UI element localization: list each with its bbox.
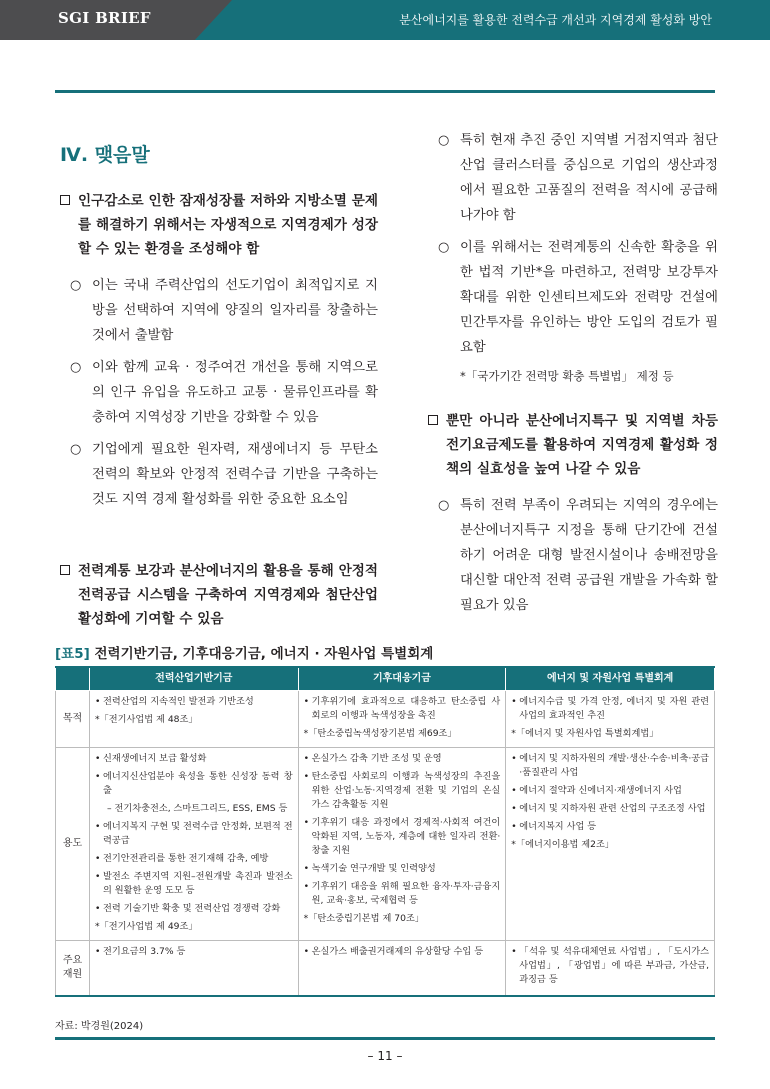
table-cell — [89, 691, 298, 748]
table-cell — [89, 941, 298, 997]
top-divider — [55, 90, 715, 93]
table-label: [표5] — [55, 646, 90, 662]
square-box-icon — [60, 195, 70, 205]
cell-bullet-item — [304, 752, 501, 766]
table-row — [56, 748, 715, 941]
cell-bullet-text: 에너지복지 사업 등 — [519, 821, 597, 832]
circle-bullet-icon: ○ — [70, 278, 82, 293]
bullet-dot-icon: • — [511, 946, 517, 957]
cell-bullet-text: 에너지 및 지하자원의 개발·생산·수송·비축·공급·품질관리 사업 — [519, 753, 709, 778]
table-header-cell: 전력산업기반기금 — [89, 667, 298, 691]
footnote: *「국가기간 전력망 확충 특별법」 제정 등 — [460, 369, 674, 383]
bullet-dot-icon: • — [303, 946, 310, 957]
bullet-dot-icon: • — [511, 821, 517, 832]
cell-bullet-item — [304, 862, 501, 876]
bullet-dot-icon: • — [94, 753, 101, 764]
bullet-dot-icon: • — [94, 903, 101, 914]
bullet-dot-icon: • — [94, 696, 101, 707]
cell-bullet-item — [95, 770, 293, 798]
bottom-divider — [55, 1037, 715, 1040]
page-header — [0, 0, 770, 40]
circle-bullet-icon: ○ — [70, 360, 82, 375]
list-item-text: 이를 위해서는 전력계통의 신속한 확충을 위한 법적 기반*을 마련하고, 전력망 보강투자 확대를 위한 인센티브제도와 전력망 건설에 민간투자를 유인하는 방안 도입의 검토가 필요함 — [460, 240, 718, 355]
cell-bullet-text: 에너지수급 및 가격 안정, 에너지 및 자원 관련 사업의 효과적인 추진 — [519, 696, 709, 721]
cell-bullet-text: 전기요금의 3.7% 등 — [102, 946, 186, 957]
cell-bullet-text: 전기안전관리를 통한 전기재해 감축, 예방 — [102, 853, 269, 864]
cell-bullet-item — [511, 802, 709, 816]
table-cell — [298, 748, 506, 941]
table-header-row — [56, 667, 715, 691]
page-number: – 11 – — [367, 1049, 403, 1063]
cell-bullet-text: 발전소 주변지역 지원–전원개발 촉진과 발전소의 원활한 운영 도모 등 — [102, 871, 293, 896]
bullet-dot-icon: • — [303, 771, 310, 782]
cell-bullet-text: 전력산업의 지속적인 발전과 기반조성 — [102, 696, 254, 707]
cell-bullet-item — [511, 784, 709, 798]
cell-bullet-item — [95, 902, 293, 916]
cell-bullet-item — [95, 695, 293, 709]
list-item-text: 특히 현재 추진 중인 지역별 거점지역과 첨단산업 클러스터를 중심으로 기업의 생산과정에서 필요한 고품질의 전력을 적시에 공급해 나가야 함 — [460, 133, 718, 223]
bullet-dot-icon: • — [303, 881, 310, 892]
fund-table — [55, 666, 715, 997]
table-cell — [506, 941, 715, 997]
cell-bullet-item — [511, 752, 709, 780]
bullet-dot-icon: • — [94, 821, 101, 832]
cell-bullet-item — [95, 752, 293, 766]
table-header-cell: 기후대응기금 — [298, 667, 506, 691]
table-row — [56, 941, 715, 997]
bullet-dot-icon: • — [511, 753, 517, 764]
cell-bullet-item — [304, 695, 501, 723]
table-cell — [506, 748, 715, 941]
block-2-text: 전력계통 보강과 분산에너지의 활용을 통해 안정적 전력공급 시스템을 구축하여 지역경제와 첨단산업 활성화에 기여할 수 있음 — [78, 563, 378, 627]
circle-bullet-icon: ○ — [438, 240, 450, 255]
cell-bullet-item — [304, 816, 501, 858]
list-item — [70, 355, 378, 430]
bullet-dot-icon: • — [303, 753, 310, 764]
block-1 — [60, 189, 378, 261]
list-item-text: 이와 함께 교육 · 정주여건 개선을 통해 지역으로의 인구 유입을 유도하고 교통 · 물류인프라를 확충하여 지역성장 기반을 강화할 수 있음 — [92, 360, 378, 425]
cell-bullet-text: 에너지신산업분야 육성을 통한 신성장 동력 창출 — [102, 771, 293, 796]
bullet-dot-icon: • — [303, 863, 310, 874]
list-item — [438, 493, 718, 618]
bullet-dot-icon: • — [511, 803, 517, 814]
bullet-dot-icon: • — [303, 696, 310, 707]
cell-bullet-item — [95, 945, 293, 959]
bullet-dot-icon: • — [94, 946, 101, 957]
cell-bullet-text: 기후위기 대응 과정에서 경제적·사회적 여건이 악화된 지역, 노동자, 계층에 대한 일자리 전환·창출 지원 — [311, 817, 501, 856]
list-item-text: 기업에게 필요한 원자력, 재생에너지 등 무탄소 전력의 확보와 안정적 전력수급 기반을 구축하는 것도 지역 경제 활성화를 위한 중요한 요소임 — [92, 442, 378, 507]
table-caption: 전력기반기금, 기후대응기금, 에너지 · 자원사업 특별회계 — [89, 646, 434, 662]
square-box-icon — [428, 415, 438, 425]
section-title: Ⅳ. 맺음말 — [60, 144, 150, 166]
bullet-dot-icon: • — [94, 771, 101, 782]
bullet-dot-icon: • — [511, 696, 517, 707]
table-row — [56, 691, 715, 748]
bullet-dot-icon: • — [511, 785, 517, 796]
list-item — [438, 235, 718, 360]
cell-bullet-item — [511, 945, 709, 987]
block-3 — [428, 409, 718, 481]
cell-bullet-text: 에너지 및 지하자원 관련 산업의 구조조정 사업 — [519, 803, 706, 814]
list-item — [70, 437, 378, 512]
bullet-dot-icon: • — [94, 871, 101, 882]
block-1-text: 인구감소로 인한 잠재성장률 저하와 지방소멸 문제를 해결하기 위해서는 자생적으로 지역경제가 성장할 수 있는 환경을 조성해야 함 — [78, 193, 378, 257]
cell-bullet-item — [95, 852, 293, 866]
cell-bullet-item — [304, 770, 501, 812]
cell-bullet-text: 온실가스 배출권거래제의 유상할당 수입 등 — [311, 946, 484, 957]
cell-bullet-item — [95, 820, 293, 848]
cell-note: *「에너지이용법 제2조」 — [511, 839, 615, 850]
row-label: 용도 — [56, 748, 90, 941]
table-cell — [506, 691, 715, 748]
table-header-cell — [56, 667, 90, 691]
cell-note: *「에너지 및 자원사업 특별회계법」 — [511, 728, 659, 739]
cell-note: *「전기사업법 제 48조」 — [94, 714, 198, 725]
block-2 — [60, 559, 378, 631]
table-cell — [298, 691, 506, 748]
cell-bullet-item — [304, 945, 501, 959]
circle-bullet-icon: ○ — [70, 442, 82, 457]
cell-bullet-text: 에너지복지 구현 및 전력수급 안정화, 보편적 전력공급 — [102, 821, 293, 846]
right-column — [428, 128, 718, 625]
cell-sub-item: – 전기차충전소, 스마트그리드, ESS, EMS 등 — [106, 803, 288, 814]
table-source: 자료: 박경원(2024) — [55, 1021, 144, 1032]
cell-note: *「전기사업법 제 49조」 — [94, 921, 198, 932]
cell-bullet-text: 탄소중립 사회로의 이행과 녹색성장의 추진을 위한 산업·노동·지역경제 전환 및 기업의 온실가스 감축활동 지원 — [311, 771, 501, 810]
left-column — [60, 132, 378, 643]
circle-bullet-icon: ○ — [438, 133, 450, 148]
cell-note: *「탄소중립녹색성장기본법 제69조」 — [303, 728, 457, 739]
list-item — [438, 128, 718, 228]
cell-bullet-text: 「석유 및 석유대체연료 사업법」, 「도시가스사업법」, 「광업법」에 따른 부과금, 가산금, 과징금 등 — [519, 946, 709, 985]
cell-bullet-text: 전력 기술기반 확충 및 전력산업 경쟁력 강화 — [102, 903, 281, 914]
cell-bullet-text: 녹색기술 연구개발 및 인력양성 — [311, 863, 436, 874]
row-label: 주요 재원 — [56, 941, 90, 997]
cell-bullet-text: 신재생에너지 보급 활성화 — [102, 753, 207, 764]
cell-note: *「탄소중립기본법 제 70조」 — [303, 913, 425, 924]
cell-bullet-text: 기후위기 대응을 위해 필요한 융자·투자·금융지원, 교육·홍보, 국제협력 등 — [311, 881, 501, 906]
cell-bullet-text: 온실가스 감축 기반 조성 및 운영 — [311, 753, 442, 764]
cell-bullet-text: 기후위기에 효과적으로 대응하고 탄소중립 사회로의 이행과 녹색성장을 촉진 — [311, 696, 501, 721]
bullet-dot-icon: • — [303, 817, 310, 828]
row-label: 목적 — [56, 691, 90, 748]
list-item-text: 특히 전력 부족이 우려되는 지역의 경우에는 분산에너지특구 지정을 통해 단기간에 건설하기 어려운 대형 발전시설이나 송배전망을 대신할 대안적 전력 공급원 개발을 가속화 할 필요가 있음 — [460, 498, 718, 613]
square-box-icon — [60, 565, 70, 575]
circle-bullet-icon: ○ — [438, 498, 450, 513]
table-cell — [89, 748, 298, 941]
table-cell — [298, 941, 506, 997]
list-item — [70, 273, 378, 348]
table-header-cell: 에너지 및 자원사업 특별회계 — [506, 667, 715, 691]
cell-bullet-item — [511, 695, 709, 723]
cell-bullet-item — [511, 820, 709, 834]
list-item-text: 이는 국내 주력산업의 선도기업이 최적입지로 지방을 선택하여 지역에 양질의 일자리를 창출하는 것에서 출발함 — [92, 278, 378, 343]
header-title: 분산에너지를 활용한 전력수급 개선과 지역경제 활성화 방안 — [399, 13, 712, 27]
header-brand: SGI BRIEF — [58, 9, 151, 27]
table-title — [55, 642, 433, 662]
cell-bullet-text: 에너지 절약과 신에너지·재생에너지 사업 — [519, 785, 682, 796]
cell-bullet-item — [304, 880, 501, 908]
block-3-text: 뿐만 아니라 분산에너지특구 및 지역별 차등 전기요금제도를 활용하여 지역경제 활성화 정책의 실효성을 높여 나갈 수 있음 — [446, 413, 718, 477]
cell-bullet-item — [95, 870, 293, 898]
bullet-dot-icon: • — [94, 853, 101, 864]
